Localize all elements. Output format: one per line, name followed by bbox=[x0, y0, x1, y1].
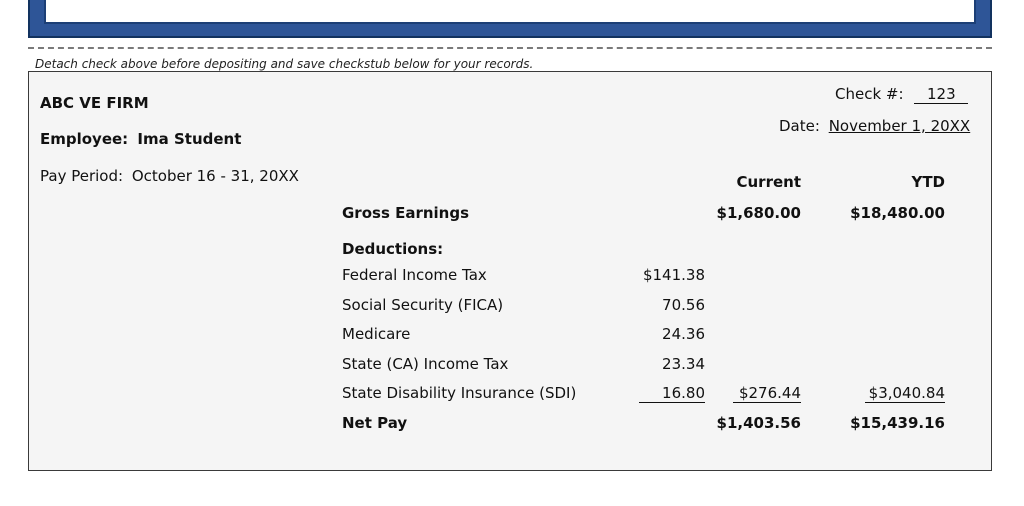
employee-label: Employee: bbox=[40, 130, 129, 148]
deduction-label: Social Security (FICA) bbox=[342, 296, 504, 314]
check-number-label: Check #: bbox=[835, 85, 904, 103]
pay-period-label: Pay Period: bbox=[40, 167, 124, 185]
date-value: November 1, 20XX bbox=[828, 117, 971, 135]
check-number-line bbox=[835, 85, 968, 104]
employee-line bbox=[40, 130, 241, 148]
pay-period-value: October 16 - 31, 20XX bbox=[131, 167, 299, 185]
deductions-total-current: $276.44 bbox=[733, 384, 801, 403]
deduction-amount-underlined: 16.80 bbox=[639, 384, 705, 403]
deduction-amount: 23.34 bbox=[662, 355, 705, 373]
deduction-label: State (CA) Income Tax bbox=[342, 355, 509, 373]
check-stub bbox=[28, 71, 992, 471]
net-pay-ytd: $15,439.16 bbox=[850, 414, 945, 432]
deductions-total-ytd: $3,040.84 bbox=[865, 384, 945, 403]
detach-instruction: Detach check above before depositing and save checkstub below for your records. bbox=[35, 57, 534, 71]
deduction-label: Federal Income Tax bbox=[342, 266, 487, 284]
date-label: Date: bbox=[779, 117, 820, 135]
net-pay-current: $1,403.56 bbox=[716, 414, 801, 432]
check-body bbox=[44, 0, 976, 24]
deduction-amount: 70.56 bbox=[662, 296, 705, 314]
deduction-amount: 24.36 bbox=[662, 325, 705, 343]
date-line bbox=[779, 117, 970, 135]
detach-dashed-line bbox=[28, 47, 992, 49]
gross-current: $1,680.00 bbox=[716, 204, 801, 222]
employee-name: Ima Student bbox=[137, 130, 242, 148]
gross-label: Gross Earnings bbox=[342, 204, 470, 222]
pay-period-line bbox=[40, 167, 299, 185]
deduction-label: State Disability Insurance (SDI) bbox=[342, 384, 577, 402]
gross-ytd: $18,480.00 bbox=[850, 204, 945, 222]
deduction-label: Medicare bbox=[342, 325, 411, 343]
deduction-amount: $141.38 bbox=[642, 266, 705, 284]
column-current: Current bbox=[736, 173, 801, 191]
net-pay-label: Net Pay bbox=[342, 414, 408, 432]
column-ytd: YTD bbox=[911, 173, 945, 191]
check-remnant bbox=[28, 0, 992, 38]
deductions-header: Deductions: bbox=[342, 240, 444, 258]
check-number-value: 123 bbox=[914, 85, 968, 104]
company-name: ABC VE FIRM bbox=[40, 94, 149, 112]
